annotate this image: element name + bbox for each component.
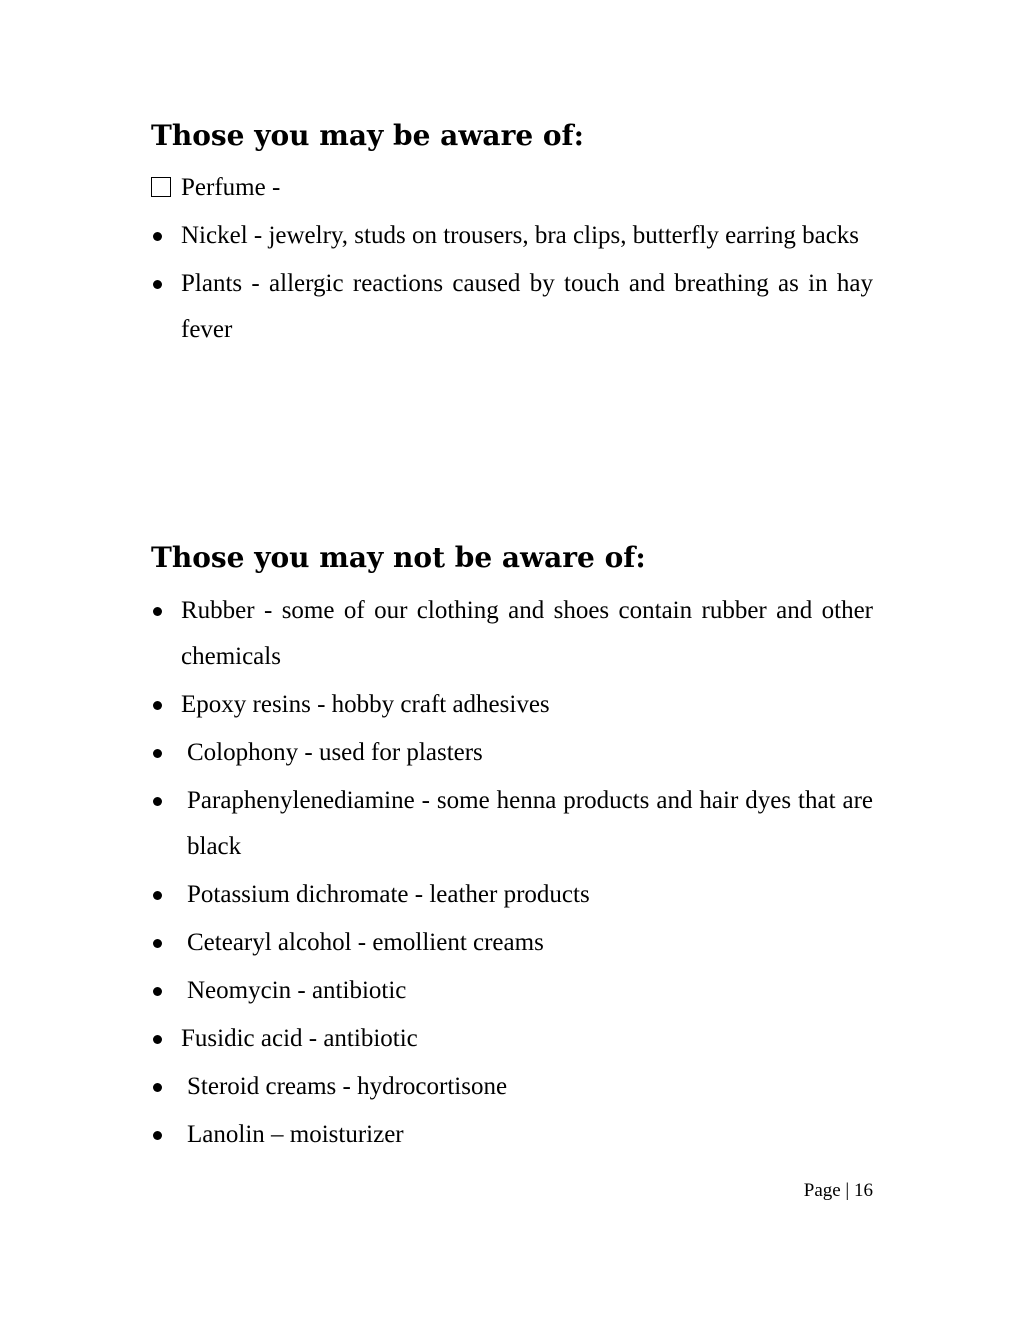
page-number: Page | 16	[803, 1180, 873, 1201]
list-item-text: Neomycin - antibiotic	[187, 977, 407, 1004]
bullet-icon	[153, 232, 162, 241]
checkbox-icon	[151, 177, 171, 197]
bullet-icon	[153, 939, 162, 948]
list-item-text: Cetearyl alcohol - emollient creams	[187, 929, 544, 956]
bullet-icon	[153, 797, 162, 806]
list-item-text: Plants - allergic reactions caused by touch and breathing as in hay fever	[181, 270, 873, 343]
list-item-text: Nickel - jewelry, studs on trousers, bra clips, butterfly earring backs	[181, 222, 860, 249]
checkbox-item-label: Perfume -	[181, 174, 281, 201]
bullet-icon	[153, 1131, 162, 1140]
list-item-text: Epoxy resins - hobby craft adhesives	[181, 691, 550, 718]
list-item	[151, 778, 873, 870]
bullet-icon	[153, 1035, 162, 1044]
bullet-icon	[153, 1083, 162, 1092]
bullet-icon	[153, 607, 162, 616]
list-item	[151, 968, 873, 1014]
list-item-text: Steroid creams - hydrocortisone	[187, 1073, 508, 1100]
bullet-icon	[153, 280, 162, 289]
list-item	[151, 588, 873, 680]
list-item-text: Lanolin – moisturizer	[187, 1121, 404, 1148]
bullet-icon	[153, 749, 162, 758]
not-aware-allergen-list	[151, 588, 873, 1160]
list-item-text: Fusidic acid - antibiotic	[181, 1025, 418, 1052]
checkbox-list-item	[151, 165, 280, 211]
list-item-text: Colophony - used for plasters	[187, 739, 483, 766]
list-item-text: Rubber - some of our clothing and shoes contain rubber and other chemicals	[181, 597, 873, 670]
bullet-icon	[153, 701, 162, 710]
list-item	[151, 1016, 873, 1062]
bullet-icon	[153, 987, 162, 996]
list-item	[151, 261, 873, 353]
list-item-text: Potassium dichromate - leather products	[187, 881, 590, 908]
section-heading-aware: Those you may be aware of:	[151, 119, 584, 152]
section-heading-not-aware: Those you may not be aware of:	[151, 541, 646, 574]
list-item-text: Paraphenylenediamine - some henna products and hair dyes that are black	[187, 787, 873, 860]
list-item	[151, 1112, 873, 1158]
list-item	[151, 730, 873, 776]
list-item	[151, 1064, 873, 1110]
list-item	[151, 213, 873, 259]
bullet-icon	[153, 891, 162, 900]
list-item	[151, 920, 873, 966]
list-item	[151, 872, 873, 918]
list-item	[151, 682, 873, 728]
aware-allergen-list	[151, 213, 873, 355]
